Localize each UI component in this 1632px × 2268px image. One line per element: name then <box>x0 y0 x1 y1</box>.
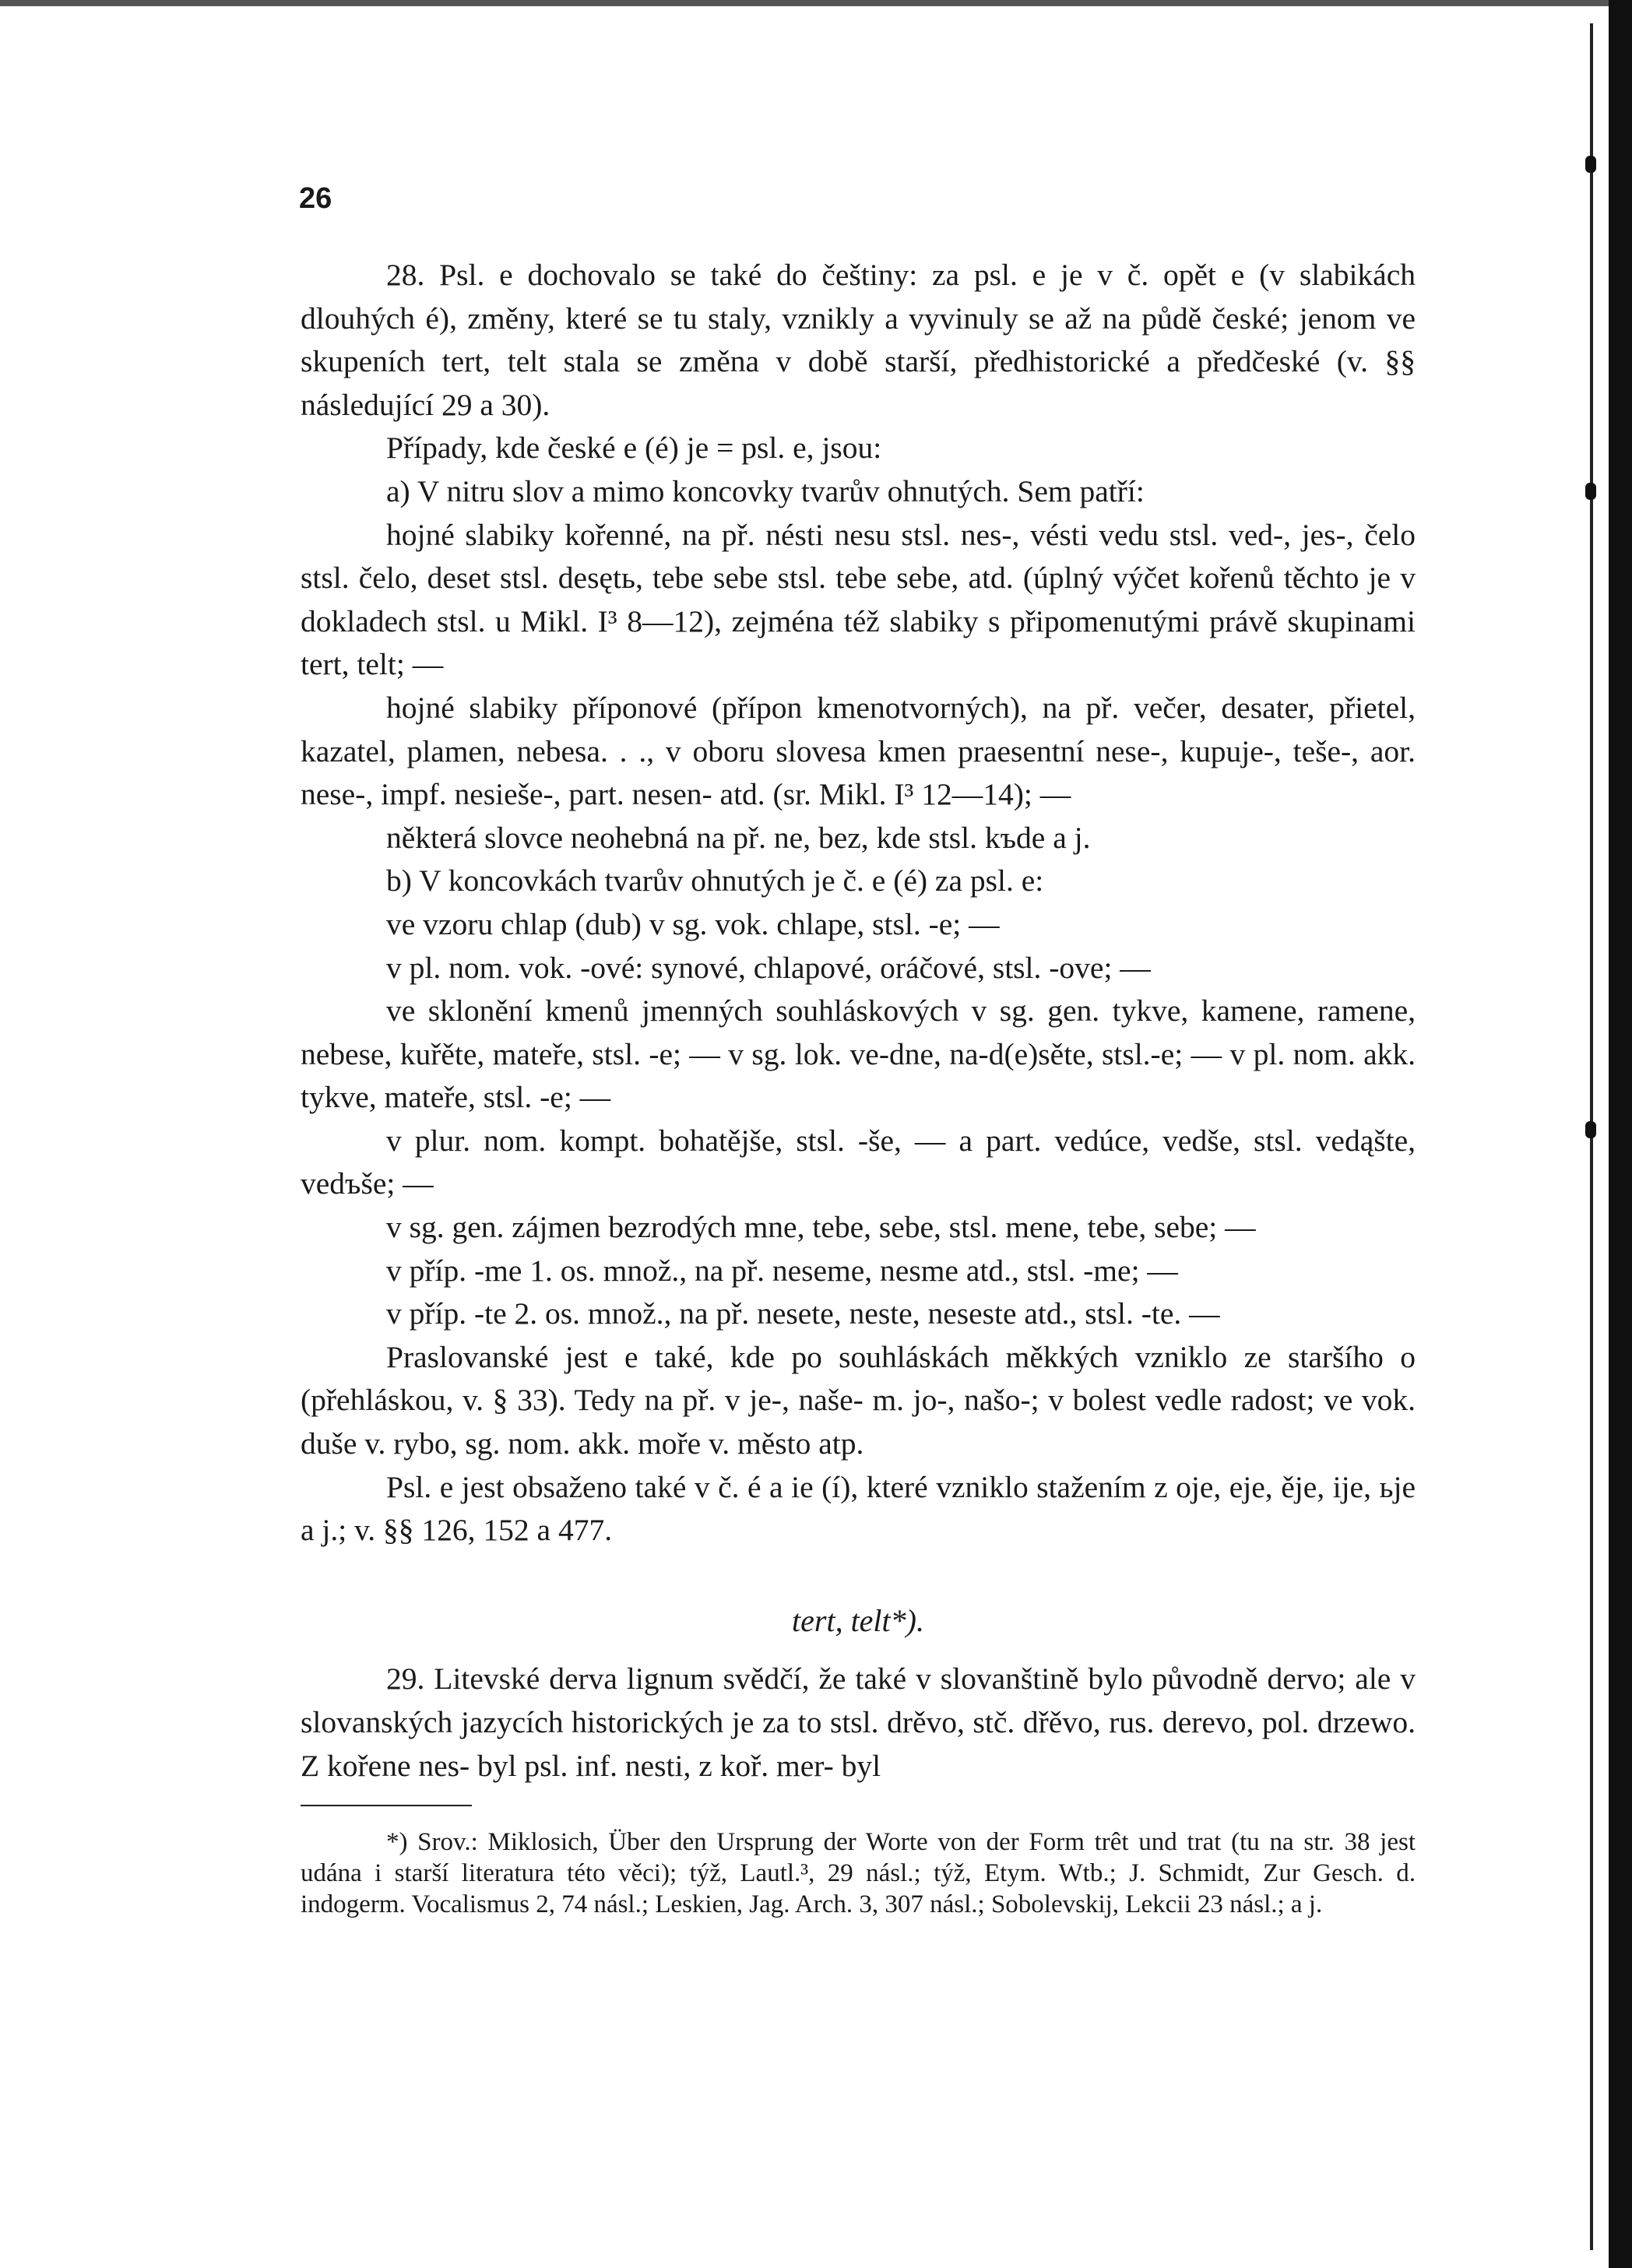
paragraph: hojné slabiky příponové (přípon kmenotvorných), na př. večer, desater, přietel, kazatel, plamen, nebesa. . ., v oboru slovesa kmen praesentní nese-, kupuje-, teše-, aor. nese-, impf. nesieše-, part. nesen- atd. (sr. Mikl. I³ 12—14); — <box>301 690 1416 812</box>
footnote-separator <box>301 1805 472 1806</box>
paragraph-29: 29. Litevské derva lignum svědčí, že také v slovanštině bylo původně dervo; ale v slovanských jazycích historických je za to stsl. drěvo, stč. dřěvo, rus. derevo, pol. drzewo. Z kořene nes- byl psl. inf. nesti, z koř. mer- byl <box>301 1661 1416 1783</box>
paragraph: v příp. -te 2. os. množ., na př. nesete, neste, neseste atd., stsl. -te. — <box>386 1296 1220 1331</box>
edge-mark <box>1585 156 1596 173</box>
paragraph: ve sklonění kmenů jmenných souhláskových v sg. gen. tykve, kamene, ramene, nebese, kuřěte, mateře, stsl. -e; — v sg. lok. ve-dne, na-d(e)sěte, stsl.-e; — v pl. nom. akk. tykve, mateře, stsl. -e; — <box>301 993 1416 1115</box>
paragraph: hojné slabiky kořenné, na př. nésti nesu stsl. nes-, vésti vedu stsl. ved-, jes-, čelo stsl. čelo, deset stsl. desętь, tebe sebe stsl. tebe sebe, atd. (úplný výčet kořenů těchto je v dokladech stsl. u Mikl. I³ 8—12), zejména též slabiky s připomenutými právě skupinami tert, telt; — <box>301 517 1416 682</box>
paragraph: některá slovce neohebná na př. ne, bez, kde stsl. kъde a j. <box>386 820 1091 855</box>
paragraph: Psl. e jest obsaženo také v č. é a ie (í), které vzniklo stažením z oje, eje, ěje, ije, ьje a j.; v. §§ 126, 152 a 477. <box>301 1469 1416 1548</box>
scan-top-edge <box>0 0 1632 6</box>
paragraph: ve vzoru chlap (dub) v sg. vok. chlape, stsl. -e; — <box>386 906 1000 941</box>
paragraph: Praslovanské jest e také, kde po souhláskách měkkých vzniklo ze staršího o (přehláskou, v. § 33). Tedy na př. v je-, naše- m. jo-, našo-; v bolest vedle radost; ve vok. duše v. rybo, sg. nom. akk. moře v. město atp. <box>301 1339 1416 1461</box>
paragraph: v plur. nom. kompt. bohatějše, stsl. -še, — a part. vedúce, vedše, stsl. vedąšte, vedъše; — <box>301 1123 1416 1201</box>
footnote: *) Srov.: Miklosich, Über den Ursprung der Worte von der Form trêt und trat (tu na str. 38 jest udána i starší literatura této věci); týž, Lautl.³, 29 násl.; týž, Etym. Wtb.; J. Schmidt, Zur Gesch. d. indogerm. Vocalismus 2, 74 násl.; Leskien, Jag. Arch. 3, 307 násl.; Sobolevskij, Lekcii 23 násl.; a j. <box>301 1828 1416 1919</box>
paragraph: v příp. -me 1. os. množ., na př. neseme, nesme atd., stsl. -me; — <box>386 1253 1178 1288</box>
page-number: 26 <box>299 182 332 215</box>
paragraph: b) V koncovkách tvarův ohnutých je č. e (é) za psl. e: <box>386 863 1044 898</box>
paragraph: v pl. nom. vok. -ové: synové, chlapové, oráčové, stsl. -ove; — <box>386 950 1151 985</box>
scan-right-edge <box>1609 0 1632 2268</box>
paragraph: a) V nitru slov a mimo koncovky tvarův ohnutých. Sem patří: <box>386 473 1145 508</box>
main-text <box>301 254 1416 1920</box>
paragraph: 28. Psl. e dochovalo se také do češtiny: za psl. e je v č. opět e (v slabikách dlouhých é), změny, které se tu staly, vznikly a vyvinuly se až na půdě české; jenom ve skupeních tert, telt stala se změna v době starší, předhistorické a předčeské (v. §§ následující 29 a 30). <box>301 258 1416 422</box>
edge-mark <box>1585 483 1596 500</box>
paragraph: v sg. gen. zájmen bezrodých mne, tebe, sebe, stsl. mene, tebe, sebe; — <box>386 1210 1256 1245</box>
edge-mark <box>1585 1121 1596 1138</box>
paragraph: Případy, kde české e (é) je = psl. e, jsou: <box>386 431 882 466</box>
section-title: tert, telt*). <box>792 1602 924 1638</box>
